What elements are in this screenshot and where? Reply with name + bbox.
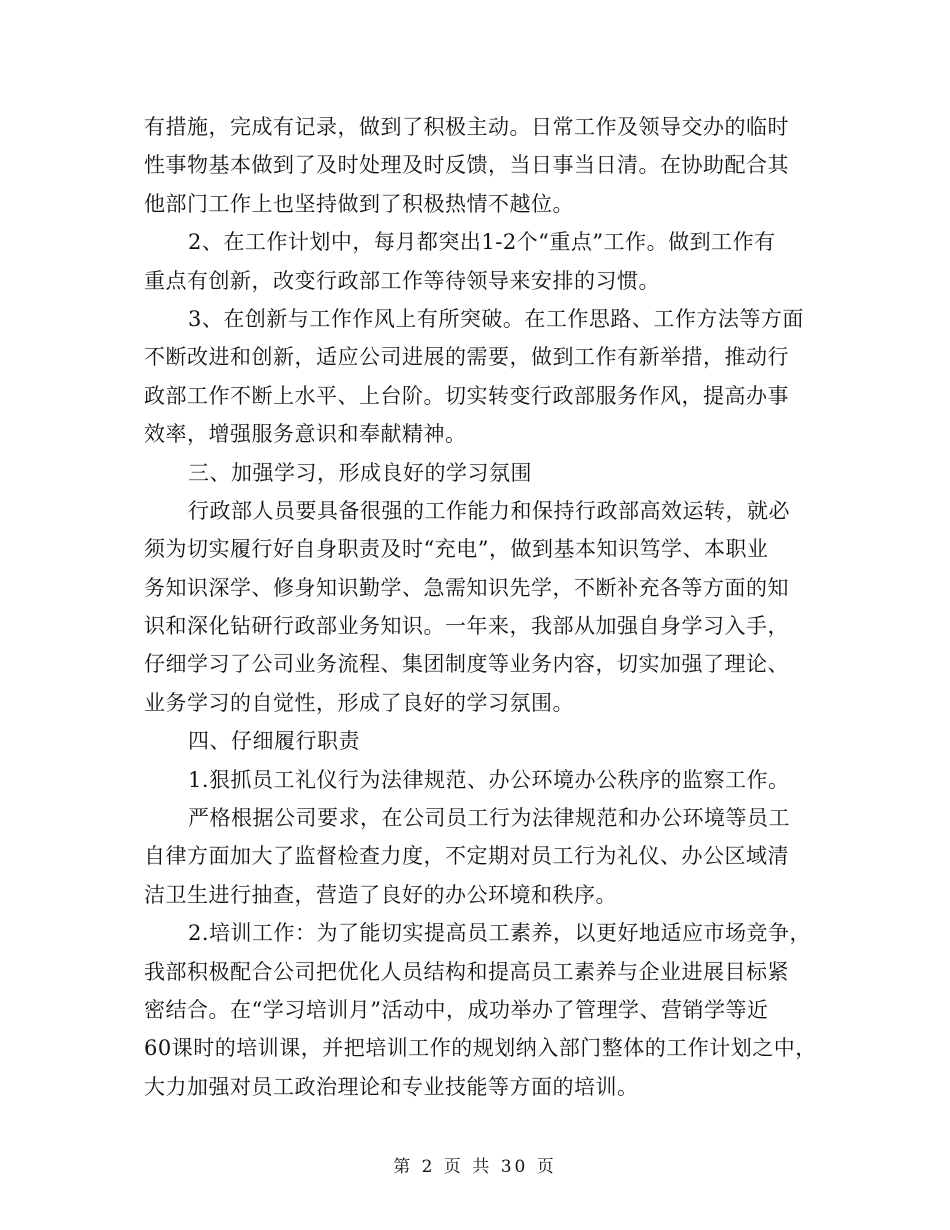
paragraph-line: 行政部人员要具备很强的工作能力和保持行政部高效运转，就必	[188, 498, 790, 523]
paragraph-line: 业务学习的自觉性，形成了良好的学习氛围。	[144, 690, 574, 715]
paragraph-line: 性事物基本做到了及时处理及时反馈，当日事当日清。在协助配合其	[144, 153, 789, 178]
page-number-footer: 第 2 页 共 30 页	[393, 1157, 557, 1177]
paragraph-line: 60课时的培训课，并把培训工作的规划纳入部门整体的工作计划之中，	[144, 1036, 817, 1061]
section-heading: 三、加强学习，形成良好的学习氛围	[188, 460, 532, 485]
paragraph-line: 须为切实履行好自身职责及时“充电”，做到基本知识笃学、本职业	[144, 537, 769, 562]
paragraph-line: 识和深化钻研行政部业务知识。一年来，我部从加强自身学习入手，	[144, 614, 789, 639]
paragraph-line: 2.培训工作：为了能切实提高员工素养，以更好地适应市场竞争，	[188, 921, 812, 946]
subsection-heading: 1.狠抓员工礼仪行为法律规范、办公环境办公秩序的监察工作。	[188, 767, 790, 792]
document-body	[144, 108, 817, 1106]
paragraph-line: 重点有创新，改变行政部工作等待领导来安排的习惯。	[144, 268, 660, 293]
paragraph-line: 仔细学习了公司业务流程、集团制度等业务内容，切实加强了理论、	[144, 652, 789, 677]
paragraph-line: 密结合。在“学习培训月”活动中，成功举办了管理学、营销学等近	[144, 997, 769, 1022]
paragraph-line: 我部积极配合公司把优化人员结构和提高员工素养与企业进展目标紧	[144, 959, 789, 984]
paragraph-line: 务知识深学、修身知识勤学、急需知识先学，不断补充各等方面的知	[144, 575, 789, 600]
paragraph-line: 3、在创新与工作作风上有所突破。在工作思路、工作方法等方面	[188, 306, 804, 331]
paragraph-line: 2、在工作计划中，每月都突出1-2个“重点”工作。做到工作有	[188, 230, 776, 255]
section-heading: 四、仔细履行职责	[188, 729, 360, 754]
paragraph-line: 大力加强对员工政治理论和专业技能等方面的培训。	[144, 1074, 639, 1099]
paragraph-line: 效率，增强服务意识和奉献精神。	[144, 422, 467, 447]
paragraph-line: 政部工作不断上水平、上台阶。切实转变行政部服务作风，提高办事	[144, 383, 789, 408]
paragraph-line: 严格根据公司要求，在公司员工行为法律规范和办公环境等员工	[188, 806, 790, 831]
paragraph-line: 不断改进和创新，适应公司进展的需要，做到工作有新举措，推动行	[144, 345, 789, 370]
paragraph-line: 他部门工作上也坚持做到了积极热情不越位。	[144, 191, 574, 216]
paragraph-line: 自律方面加大了监督检查力度，不定期对员工行为礼仪、办公区域清	[144, 844, 789, 869]
paragraph-line: 洁卫生进行抽查，营造了良好的办公环境和秩序。	[144, 882, 617, 907]
paragraph-line: 有措施，完成有记录，做到了积极主动。日常工作及领导交办的临时	[144, 115, 789, 139]
